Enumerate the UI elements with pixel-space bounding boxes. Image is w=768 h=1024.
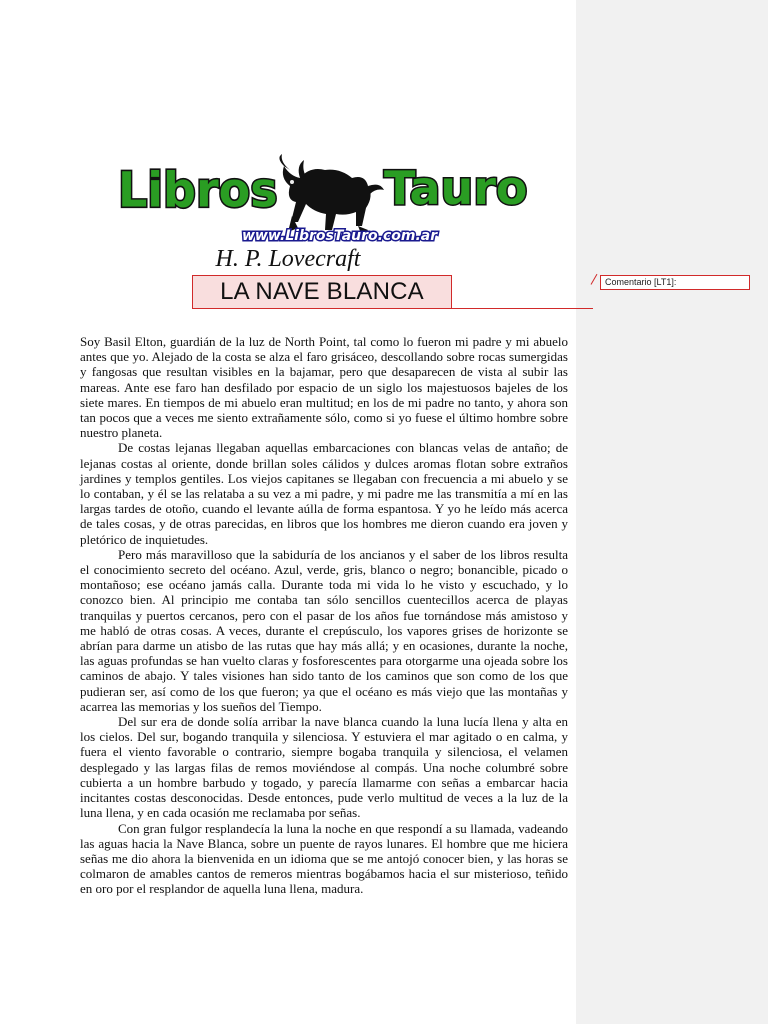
comment-margin-pane (576, 0, 768, 1024)
author-name: H. P. Lovecraft (215, 246, 361, 272)
comment-balloon[interactable] (600, 275, 750, 290)
body-text (80, 334, 568, 897)
comment-label: Comentario [LT1]: (605, 277, 677, 287)
logo-url: www.LibrosTauro.com.ar (242, 228, 438, 244)
paragraph: Pero más maravilloso que la sabiduría de los ancianos y el saber de los libros resulta el conocimiento secreto del océano. Azul, verde, gris, blanco o negro; bonancible, picado o montañoso; ese océano jamás calla. Durante toda mi vida lo he visto y escuchado, y lo conozco bien. Al principio me contaba tan sólo sencillos cuentecillos acerca de playas tranquilas y puertos cercanos, pero con el pasar de los años fue tornándose más amistoso y me habló de otras cosas. A veces, durante el crepúsculo, los vapores grises de horizonte se abrían para darme un atisbo de las rutas que hay más allá; y en ocasiones, durante la noche, las aguas profundas se han vuelto claras y fosforescentes para otorgarme una ojeada sobre los caminos de abajo. Y tales visiones han sido tanto de los caminos que son como de los que pudieran ser, así como de los que fueron; ya que el océano es más viejo que las montañas y acarrea las memorias y los sueños del Tiempo. (80, 546, 568, 714)
paragraph: Soy Basil Elton, guardián de la luz de North Point, tal como lo fueron mi padre y mi abuelo antes que yo. Alejado de la costa se alza el faro grisáceo, descollando sobre rocas sumergidas y fangosas que resultan visibles en la bajamar, pero que desaparecen de vista al subir las mareas. Ante ese faro han desfilado por espacio de un siglo los majestuosos bajeles de los siete mares. En tiempos de mi abuelo eran multitud; en los de mi padre no tanto, y ahora son tan pocos que a veces me siento extrañamente sólo, como si yo fuese el último hombre sobre nuestro planeta. (80, 334, 568, 441)
paragraph: Del sur era de donde solía arribar la nave blanca cuando la luna lucía llena y alta en los cielos. Del sur, bogando tranquila y silenciosa. Y estuviera el mar agitado o en calma, y fuera el viento favorable o contrario, siempre bogaba tranquila y silenciosa, el velamen desplegado y las largas filas de remos moviéndose al compás. Una noche columbré sobre cubierta a un hombre barbudo y togado, y parecía llamarme con señas a embarcar hacia incitantes costas desconocidas. Desde entonces, pude verlo multitud de veces a la luz de la luna llena, y en cada ocasión me reclamaba por señas. (80, 714, 568, 821)
logo-word-right: Tauro (384, 161, 528, 215)
paragraph: De costas lejanas llegaban aquellas embarcaciones con blancas velas de antaño; de lejanas costas al oriente, donde brillan soles cálidos y dulces aromas flotan sobre extraños jardines y templos gentiles. Los viejos capitanes se llegaban con frecuencia a mi abuelo y se lo contaban, y él se las relataba a su vez a mi padre, y mi padre me las transmitía a mí en las largas tardes de otoño, cuando el levante aúlla de forma espantosa. Y yo he leído más acerca de tales cosas, y de otras parecidas, en libros que los hombres me dieron cuando era joven y pletórico de inquietudes. (80, 440, 568, 547)
document-title: LA NAVE BLANCA (220, 278, 424, 305)
comment-connector-line (452, 308, 593, 309)
libros-tauro-logo (112, 152, 532, 244)
paragraph: Con gran fulgor resplandecía la luna la noche en que respondí a su llamada, vadeando las aguas hacia la Nave Blanca, sobre un puente de rayos lunares. El hombre que me hiciera señas me dio ahora la bienvenida en un idioma que se me antojó conocer bien, y las horas se colmaron de amables cantos de remeros mientras bogábamos hacia el sur misterioso, teñido en oro por el resplandor de aquella luna llena, madura. (80, 820, 568, 897)
bull-icon (279, 154, 384, 236)
logo-word-left: Libros (118, 162, 278, 219)
